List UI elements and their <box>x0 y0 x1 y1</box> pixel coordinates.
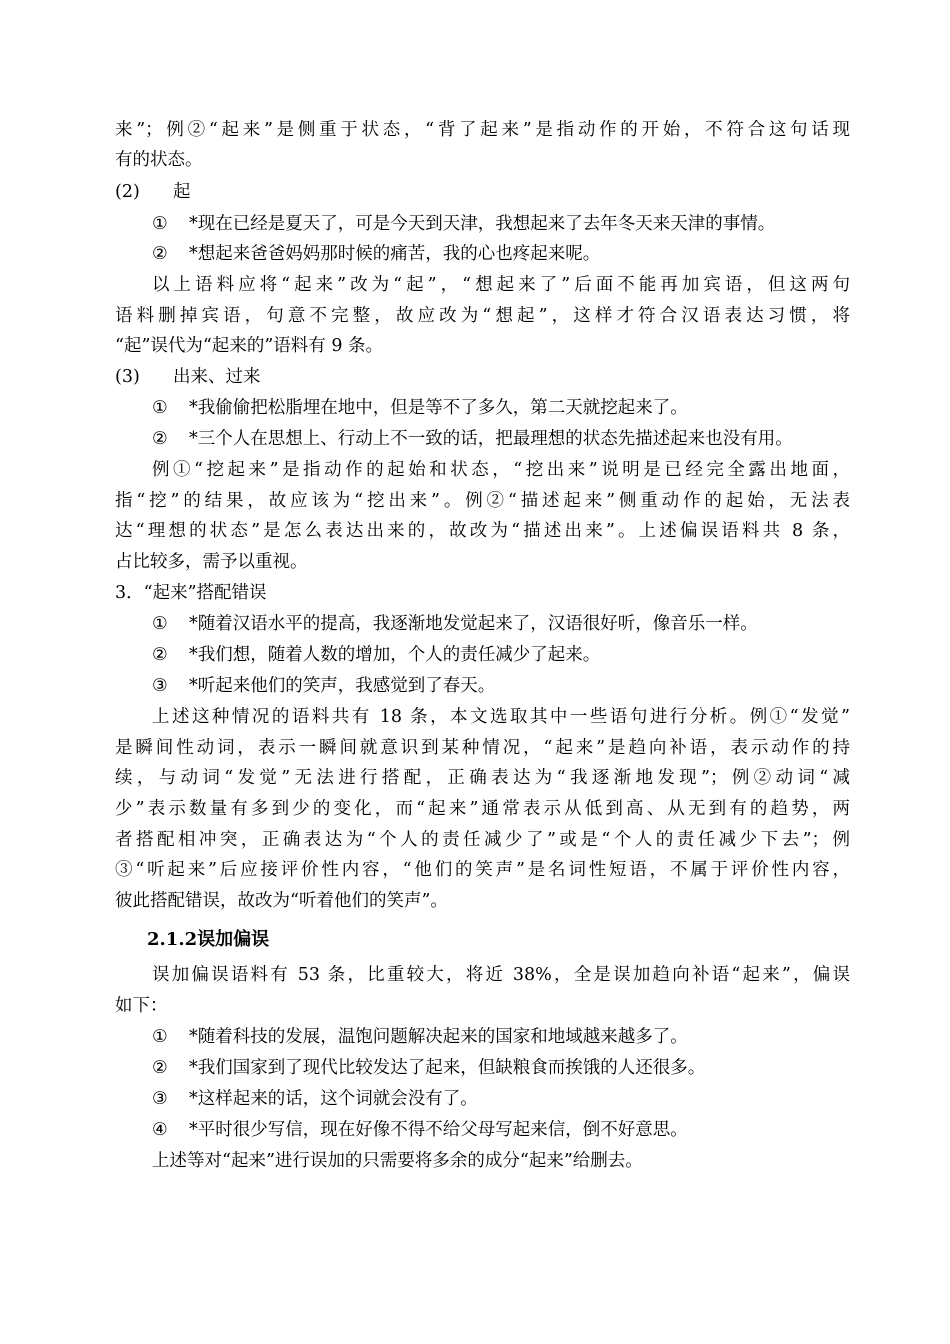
example-text: *现在已经是夏天了，可是今天到天津，我想起来了去年冬天来天津的事情。 <box>189 214 776 234</box>
example-marker: ② <box>152 429 168 449</box>
example-item <box>152 1053 850 1083</box>
example-item <box>152 671 850 701</box>
section-heading-2 <box>115 177 850 207</box>
example-item <box>152 393 850 423</box>
section-heading-3 <box>115 362 850 392</box>
example-text: *听起来他们的笑声，我感觉到了春天。 <box>189 676 496 696</box>
section-heading-3b: 3．“起来”搭配错误 <box>115 583 267 603</box>
paragraph-line: 占比较多，需予以重视。 <box>115 552 308 572</box>
paragraph-line: 指“挖”的结果，故应该为“挖出来”。例②“描述起来”侧重动作的起始，无法表 <box>115 491 850 511</box>
paragraph-line: 语料删掉宾语，句意不完整，故应改为“想起”，这样才符合汉语表达习惯，将 <box>115 306 850 326</box>
paragraph-line: 例①“挖起来”是指动作的起始和状态，“挖出来”说明是已经完全露出地面， <box>152 460 850 480</box>
example-marker: ① <box>152 398 168 418</box>
paragraph-line: 有的状态。 <box>115 150 203 170</box>
section-number: (3) <box>115 367 140 387</box>
example-text: *想起来爸爸妈妈那时候的痛苦，我的心也疼起来呢。 <box>189 244 601 264</box>
example-item <box>152 239 850 269</box>
paragraph-line: 上述等对“起来”进行误加的只需要将多余的成分“起来”给删去。 <box>152 1151 643 1171</box>
example-item <box>152 640 850 670</box>
example-text: *随着汉语水平的提高，我逐渐地发觉起来了，汉语很好听，像音乐一样。 <box>189 614 758 634</box>
paragraph-line: 续，与动词“发觉”无法进行搭配，正确表达为“我逐渐地发现”；例②动词“减 <box>115 768 850 788</box>
section-title: 出来、过来 <box>173 367 261 387</box>
example-text: *三个人在思想上、行动上不一致的话，把最理想的状态先描述起来也没有用。 <box>189 429 793 449</box>
example-item <box>152 1115 850 1145</box>
section-title: 起 <box>173 182 191 202</box>
example-marker: ② <box>152 244 168 264</box>
example-text: *随着科技的发展，温饱问题解决起来的国家和地域越来越多了。 <box>189 1027 688 1047</box>
paragraph-line: 是瞬间性动词，表示一瞬间就意识到某种情况，“起来”是趋向补语，表示动作的持 <box>115 738 850 758</box>
paragraph-line: 者搭配相冲突，正确表达为“个人的责任减少了”或是“个人的责任减少下去”；例 <box>115 830 850 850</box>
subsection-heading: 2.1.2误加偏误 <box>147 929 270 950</box>
example-marker: ② <box>152 1058 168 1078</box>
paragraph-line: 彼此搭配错误，故改为“听着他们的笑声”。 <box>115 891 448 911</box>
example-marker: ② <box>152 645 168 665</box>
example-marker: ④ <box>152 1120 168 1140</box>
example-marker: ① <box>152 214 168 234</box>
paragraph-line: 以上语料应将“起来”改为“起”，“想起来了”后面不能再加宾语，但这两句 <box>152 275 850 295</box>
example-item <box>152 609 850 639</box>
example-item <box>152 1022 850 1052</box>
paragraph-line: ③“听起来”后应接评价性内容，“他们的笑声”是名词性短语，不属于评价性内容， <box>115 860 850 880</box>
example-marker: ① <box>152 1027 168 1047</box>
example-text: *平时很少写信，现在好像不得不给父母写起来信，倒不好意思。 <box>189 1120 688 1140</box>
example-text: *我们想，随着人数的增加，个人的责任减少了起来。 <box>189 645 601 665</box>
paragraph-line: 来”；例②“起来”是侧重于状态，“背了起来”是指动作的开始，不符合这句话现 <box>115 120 850 140</box>
example-item <box>152 209 850 239</box>
example-marker: ① <box>152 614 168 634</box>
paragraph-line: 少”表示数量有多到少的变化，而“起来”通常表示从低到高、从无到有的趋势，两 <box>115 799 850 819</box>
example-text: *这样起来的话，这个词就会没有了。 <box>189 1089 478 1109</box>
example-text: *我们国家到了现代比较发达了起来，但缺粮食而挨饿的人还很多。 <box>189 1058 706 1078</box>
paragraph-line: “起”误代为“起来的”语料有 9 条。 <box>115 336 384 356</box>
example-marker: ③ <box>152 676 168 696</box>
section-number: (2) <box>115 182 140 202</box>
paragraph-line: 误加偏误语料有 53 条，比重较大，将近 38%，全是误加趋向补语“起来”，偏误 <box>152 965 850 985</box>
paragraph-line: 达“理想的状态”是怎么表达出来的，故改为“描述出来”。上述偏误语料共 8 条， <box>115 521 850 541</box>
example-item <box>152 424 850 454</box>
example-marker: ③ <box>152 1089 168 1109</box>
example-text: *我偷偷把松脂埋在地中，但是等不了多久，第二天就挖起来了。 <box>189 398 688 418</box>
paragraph-line: 上述这种情况的语料共有 18 条，本文选取其中一些语句进行分析。例①“发觉” <box>152 707 850 727</box>
paragraph-line: 如下： <box>115 996 168 1016</box>
example-item <box>152 1084 850 1114</box>
